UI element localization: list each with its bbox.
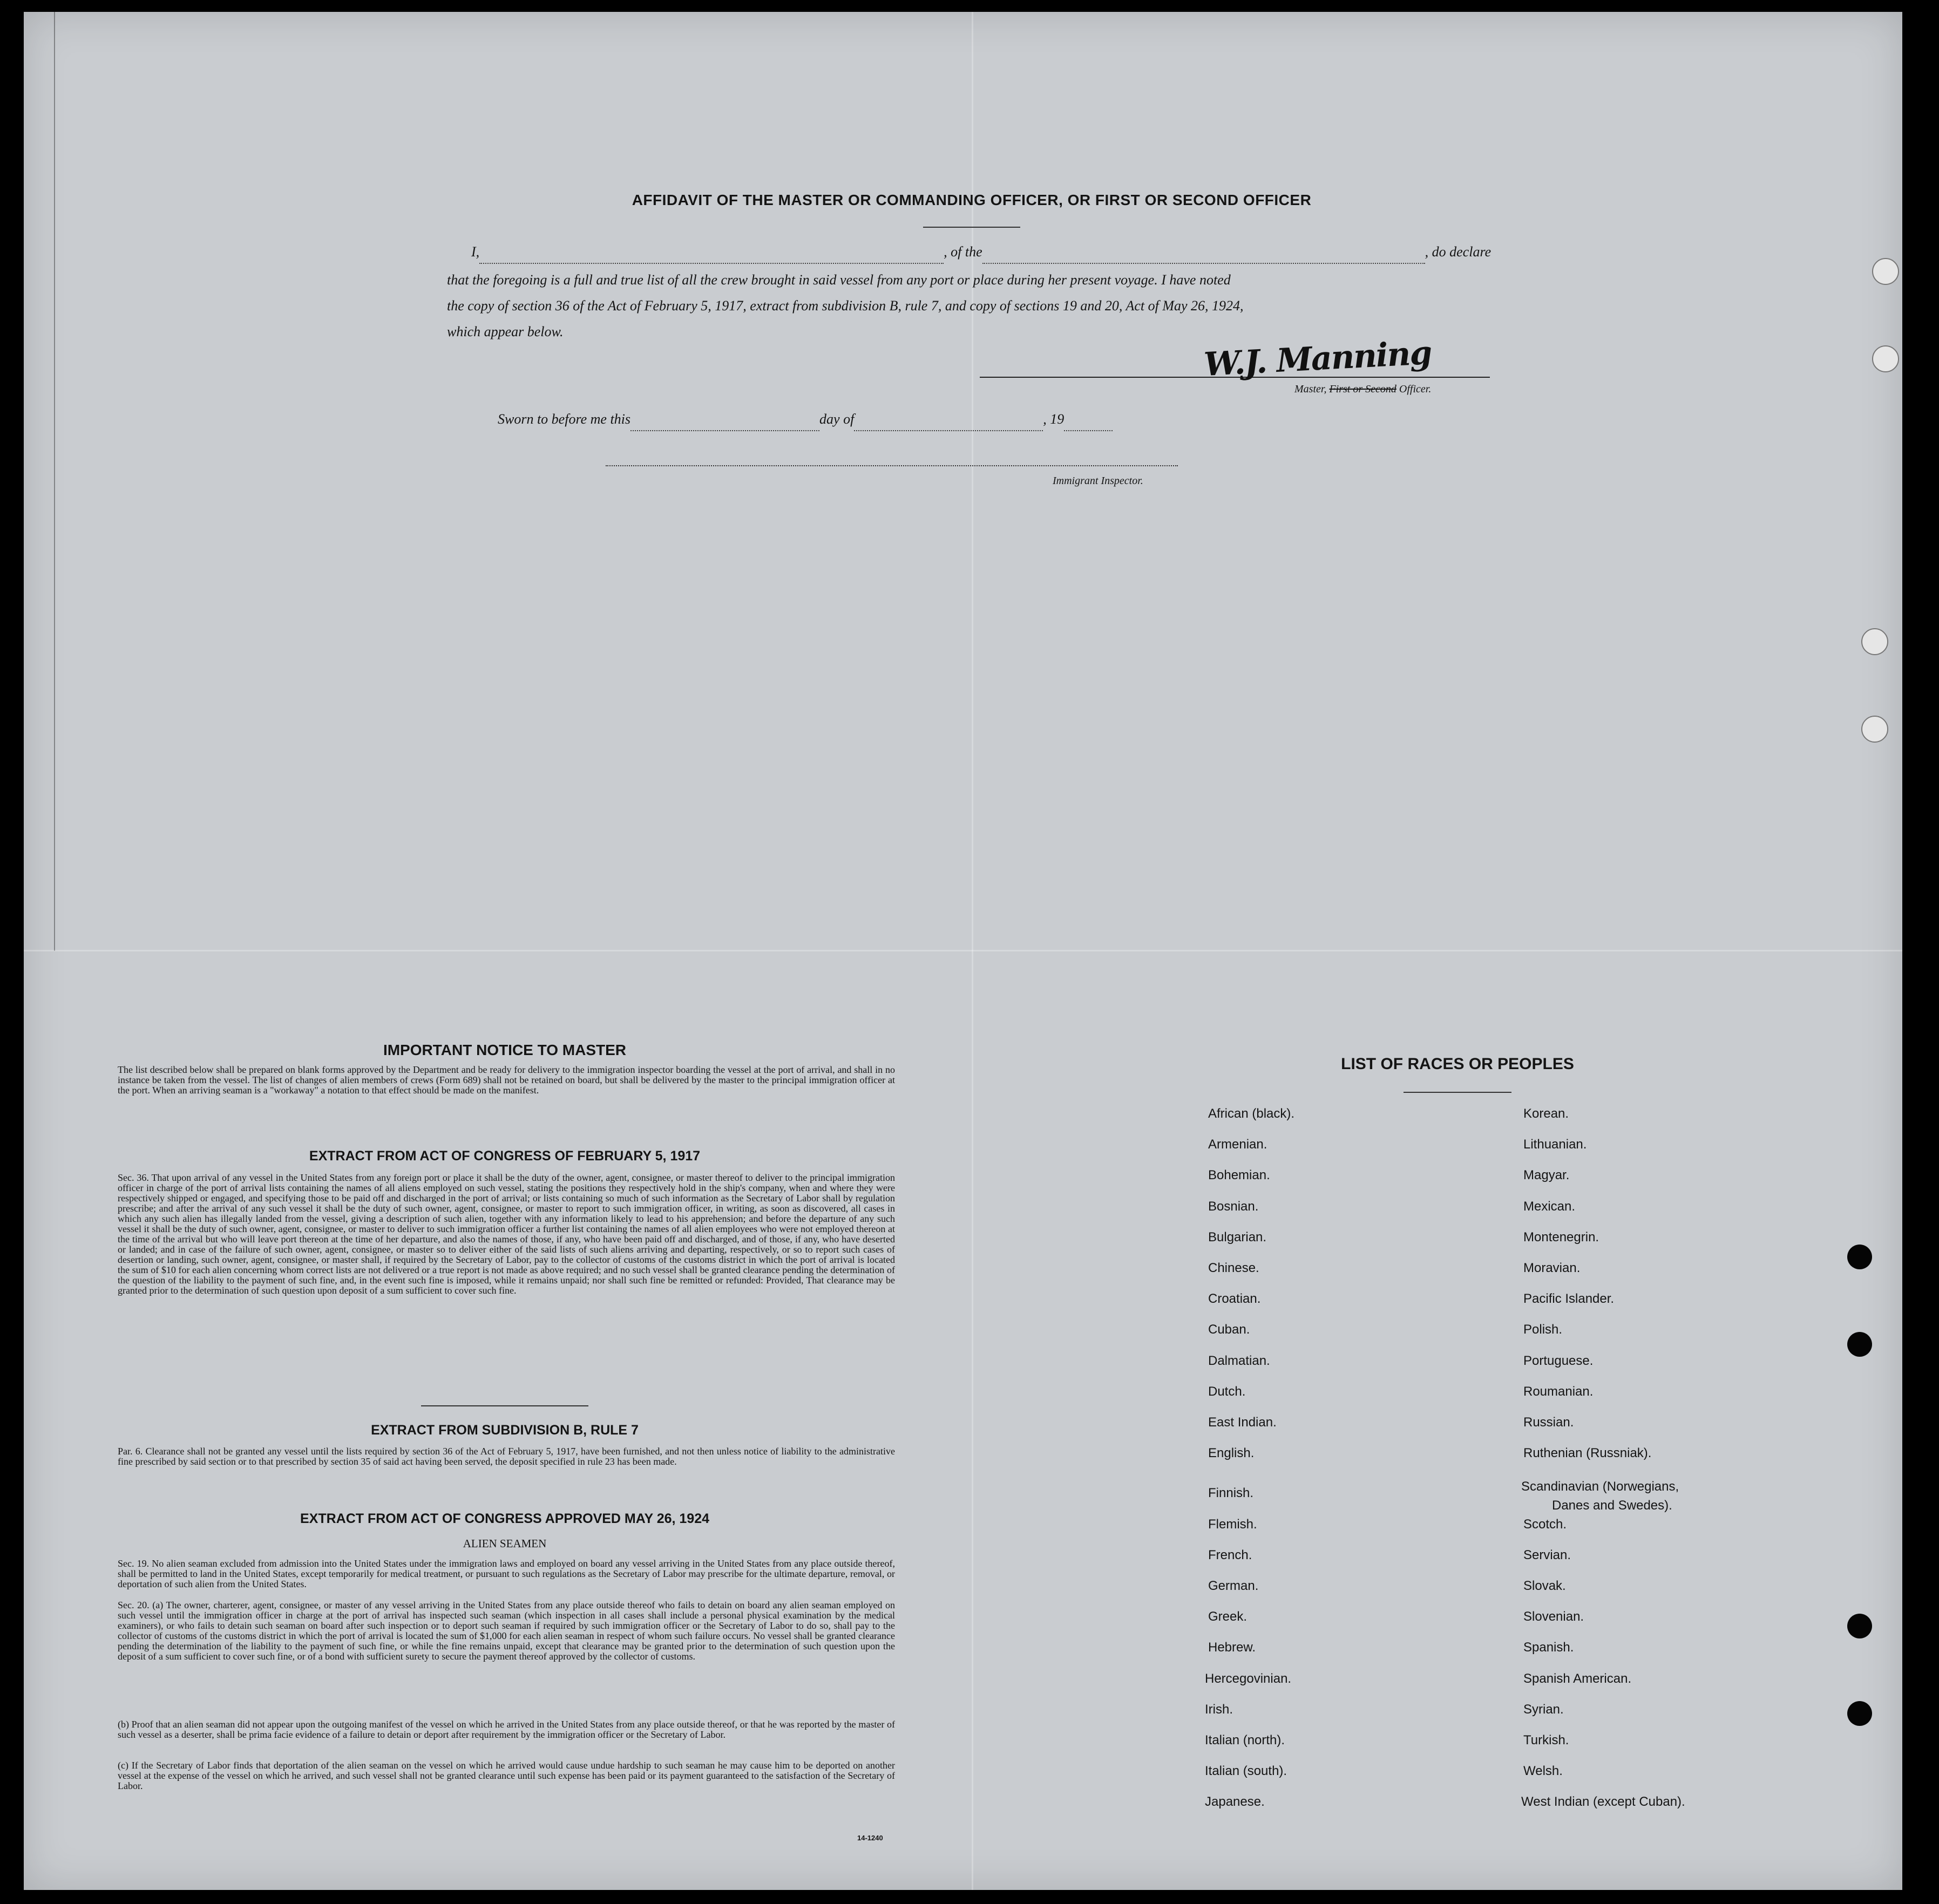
race-item: Montenegrin. bbox=[1523, 1229, 1599, 1245]
race-item: Hebrew. bbox=[1208, 1640, 1256, 1655]
race-item: Slovak. bbox=[1523, 1579, 1566, 1593]
subdivision-body: Par. 6. Clearance shall not be granted any vessel until the lists required by section 36 of the Act of February 5, 1917, have been furnished, and not then unless notice of liability to the administrative fine prescribed by said section or to that prescribed by section 35 of said act having been served, the deposit specified in rule 23 has been made. bbox=[118, 1446, 895, 1467]
inspector-label: Immigrant Inspector. bbox=[1053, 475, 1143, 487]
notice-title: IMPORTANT NOTICE TO MASTER bbox=[383, 1042, 627, 1058]
affidavit-line-2: that the foregoing is a full and true list of all the crew brought in said vessel from any port or place during her present voyage. I have noted bbox=[447, 272, 1231, 288]
affidavit-title: AFFIDAVIT OF THE MASTER OR COMMANDING OFFICER, OR FIRST OR SECOND OFFICER bbox=[632, 192, 1312, 208]
race-item: African (black). bbox=[1208, 1106, 1295, 1121]
page-edge-line bbox=[54, 12, 55, 951]
race-item: Chinese. bbox=[1208, 1261, 1259, 1275]
races-title: LIST OF RACES OR PEOPLES bbox=[1341, 1055, 1574, 1073]
race-item: Cuban. bbox=[1208, 1322, 1250, 1337]
inspector-signature-line bbox=[606, 465, 1178, 466]
punch-hole bbox=[1861, 628, 1888, 655]
race-item: French. bbox=[1208, 1547, 1252, 1562]
signer-title bbox=[1294, 383, 1500, 396]
race-item: Magyar. bbox=[1523, 1168, 1570, 1183]
affidavit-line-3: the copy of section 36 of the Act of February 5, 1917, extract from subdivision B, rule 7, and copy of sections 19 and 20, Act of May 26, 1924, bbox=[447, 298, 1244, 314]
race-item: Japanese. bbox=[1205, 1794, 1265, 1810]
race-item: Hercegovinian. bbox=[1205, 1671, 1292, 1686]
punch-hole bbox=[1872, 258, 1899, 285]
affidavit-line-1 bbox=[447, 240, 1505, 264]
race-item: Armenian. bbox=[1208, 1137, 1267, 1152]
extract-1917-body: Sec. 36. That upon arrival of any vessel in the United States from any foreign port or place it shall be the duty of the owner, agent, consignee, or master thereof to deliver to the principal immigration officer in charge of the port of arrival lists containing the names of all aliens employed on such vessel, stating the positions they respectively hold in the ship's company, when and where they were respectively shipped or engaged, and specifying those to be paid off and discharged in the port of arrival; or lists containing so much of such information as the Secretary of Labor shall by regulation prescribe; and after the arrival of any such vessel it shall be the duty of such owner, agent, consignee, or master to report to such immigration officer, in writing, as soon as discovered, all cases in which any such alien has illegally landed from the vessel, giving a description of such alien, together with any information likely to lead to his apprehension; and before the departure of any such vessel it shall be the duty of such owner, agent, consignee, or master to deliver to such immigration officer a further list containing the names of all alien employees who were not employed thereon at the time of the arrival but who will leave port thereon at the time of her departure, and also the names of those, if any, who have been paid off and discharged, and of those, if any, who have deserted or landed; and in case of the failure of such owner, agent, consignee, or master so to deliver either of the said lists of such aliens arriving and departing, respectively, or so to report such cases of desertion or landing, such owner, agent, consignee, or master shall, if required by the Secretary of Labor, pay to the collector of customs of the customs district in which the port of arrival is located the sum of $10 for each alien concerning whom correct lists are not delivered or a true report is not made as above required; and no such vessel shall be granted clearance pending the determination of the question of the liability to the payment of such fine, and, in the event such fine is imposed, while it remains unpaid; nor shall such fine be remitted or refunded: Provided, That clearance may be granted prior to the determination of such question upon deposit of a sum sufficient to cover such fine. bbox=[118, 1172, 895, 1296]
race-item: Flemish. bbox=[1208, 1517, 1257, 1532]
races-title-rule bbox=[1404, 1092, 1511, 1093]
subdivision-title: EXTRACT FROM SUBDIVISION B, RULE 7 bbox=[371, 1423, 639, 1438]
title-rule bbox=[923, 227, 1020, 228]
race-item: English. bbox=[1208, 1446, 1255, 1461]
year-label: , 19 bbox=[1043, 411, 1065, 427]
race-item: Bulgarian. bbox=[1208, 1229, 1267, 1245]
punch-hole bbox=[1847, 1701, 1872, 1726]
form-number: 14-1240 bbox=[857, 1834, 883, 1842]
race-item: Mexican. bbox=[1523, 1199, 1576, 1214]
extract-1924-subtitle: ALIEN SEAMEN bbox=[463, 1537, 547, 1550]
race-item: Lithuanian. bbox=[1523, 1137, 1587, 1152]
race-item: Korean. bbox=[1523, 1106, 1569, 1121]
affidavit-of-label: , of the bbox=[944, 244, 982, 260]
name-blank bbox=[479, 247, 944, 264]
race-item-continued: Danes and Swedes). bbox=[1552, 1498, 1672, 1513]
punch-hole bbox=[1847, 1614, 1872, 1638]
affidavit-declare-label: , do declare bbox=[1425, 244, 1491, 260]
race-item: Russian. bbox=[1523, 1415, 1574, 1430]
vessel-blank bbox=[982, 247, 1425, 264]
race-item: Welsh. bbox=[1523, 1764, 1563, 1779]
race-item: German. bbox=[1208, 1579, 1259, 1593]
punch-hole bbox=[1847, 1245, 1872, 1269]
extract-1924-sec20c: (c) If the Secretary of Labor finds that deportation of the alien seaman on the vessel on which he arrived would cause undue hardship to such seaman he may cause him to be deported on another vessel at the expense of the vessel on which he arrived, and such vessel shall not be granted clearance until such expense has been paid or its payment guaranteed to the satisfaction of the Secretary of Labor. bbox=[118, 1760, 895, 1791]
year-blank bbox=[1064, 414, 1113, 431]
notice-body: The list described below shall be prepared on blank forms approved by the Department and be ready for delivery to the immigration inspector boarding the vessel at the port of arrival, and shall in no instance be taken from the vessel. The list of changes of alien members of crews (Form 689) shall not be retained on board, but shall be delivered by the master to the principal immigration officer at the port. When an arriving seaman is a "workaway" a notation to that effect should be made on the manifest. bbox=[118, 1064, 895, 1096]
race-item: Polish. bbox=[1523, 1322, 1563, 1337]
race-item: Scotch. bbox=[1523, 1517, 1567, 1532]
race-item: Roumanian. bbox=[1523, 1384, 1594, 1399]
race-item: Finnish. bbox=[1208, 1486, 1254, 1501]
day-of-label: day of bbox=[819, 411, 855, 427]
sworn-line bbox=[498, 407, 1264, 431]
race-item: Croatian. bbox=[1208, 1291, 1261, 1307]
race-item: Dutch. bbox=[1208, 1384, 1246, 1399]
signer-title-struck: First or Second bbox=[1329, 383, 1396, 395]
race-item: Scandinavian (Norwegians, bbox=[1521, 1479, 1679, 1494]
affidavit-line-4: which appear below. bbox=[447, 324, 564, 339]
extract-1924-title: EXTRACT FROM ACT OF CONGRESS APPROVED MAY 26, 1924 bbox=[300, 1511, 710, 1526]
race-item: Portuguese. bbox=[1523, 1353, 1594, 1368]
race-item: East Indian. bbox=[1208, 1415, 1277, 1430]
race-item: Spanish. bbox=[1523, 1640, 1574, 1655]
punch-hole bbox=[1872, 345, 1899, 372]
section-rule bbox=[421, 1405, 588, 1406]
race-item: Irish. bbox=[1205, 1702, 1233, 1717]
sworn-day-blank bbox=[630, 414, 819, 431]
punch-hole bbox=[1861, 716, 1888, 743]
race-item: Greek. bbox=[1208, 1609, 1248, 1624]
sworn-label: Sworn to before me this bbox=[498, 411, 631, 427]
sworn-month-blank bbox=[854, 414, 1043, 431]
affidavit-i-label: I, bbox=[471, 244, 480, 260]
race-item: Italian (south). bbox=[1205, 1764, 1287, 1779]
race-item: Moravian. bbox=[1523, 1261, 1581, 1275]
signer-title-officer: Officer. bbox=[1399, 383, 1432, 395]
race-item: West Indian (except Cuban). bbox=[1521, 1794, 1685, 1810]
race-item: Turkish. bbox=[1523, 1733, 1569, 1747]
extract-1924-sec20a: Sec. 20. (a) The owner, charterer, agent, consignee, or master of any vessel arriving in the United States from any place outside thereof who fails to detain on board any alien seaman employed on such vessel until the immigration officer in charge at the port of arrival has inspected such seaman (which inspection in all cases shall include a personal physical examination by the medical examiners), or who fails to detain such seaman on board after such inspection or to deport such seaman if required by such immigration officer or the Secretary of Labor to do so, shall pay to the collector of customs of the customs district in which the port of arrival is located the sum of $1,000 for each alien seaman in respect of whom such failure occurs. No vessel shall be granted clearance pending the determination of the liability to the payment of such fine, or while the fine remains unpaid, except that clearance may be granted prior to the determination of such question upon the deposit of a sum sufficient to cover such fine, or of a bond with sufficient surety to secure the payment thereof approved by the collector of customs. bbox=[118, 1600, 895, 1662]
extract-1917-title: EXTRACT FROM ACT OF CONGRESS OF FEBRUARY 5, 1917 bbox=[309, 1148, 701, 1164]
signer-title-master: Master, bbox=[1294, 383, 1327, 395]
race-item: Dalmatian. bbox=[1208, 1353, 1270, 1368]
extract-1924-sec19: Sec. 19. No alien seaman excluded from admission into the United States under the immigration laws and employed on board any vessel arriving in the United States from any place outside thereof, shall be permitted to land in the United States, except temporarily for medical treatment, or pursuant to such regulations as the Secretary of Labor may prescribe for the ultimate departure, removal, or deportation of such alien from the United States. bbox=[118, 1558, 895, 1589]
race-item: Spanish American. bbox=[1523, 1671, 1632, 1686]
race-item: Servian. bbox=[1523, 1547, 1571, 1562]
race-item: Italian (north). bbox=[1205, 1733, 1285, 1747]
master-signature: W.J. Manning bbox=[1203, 334, 1432, 384]
race-item: Bohemian. bbox=[1208, 1168, 1270, 1183]
extract-1924-sec20b: (b) Proof that an alien seaman did not appear upon the outgoing manifest of the vessel on which he arrived in the United States from any place outside thereof, or that he was reported by the master of such vessel as a deserter, shall be prima facie evidence of a failure to detain or deport after requirement by the immigration officer or the Secretary of Labor. bbox=[118, 1719, 895, 1740]
race-item: Ruthenian (Russniak). bbox=[1523, 1446, 1652, 1461]
race-item: Bosnian. bbox=[1208, 1199, 1259, 1214]
race-item: Slovenian. bbox=[1523, 1609, 1584, 1624]
race-item: Syrian. bbox=[1523, 1702, 1564, 1717]
fold-line-horizontal bbox=[24, 950, 1902, 951]
race-item: Pacific Islander. bbox=[1523, 1291, 1615, 1307]
punch-hole bbox=[1847, 1332, 1872, 1357]
